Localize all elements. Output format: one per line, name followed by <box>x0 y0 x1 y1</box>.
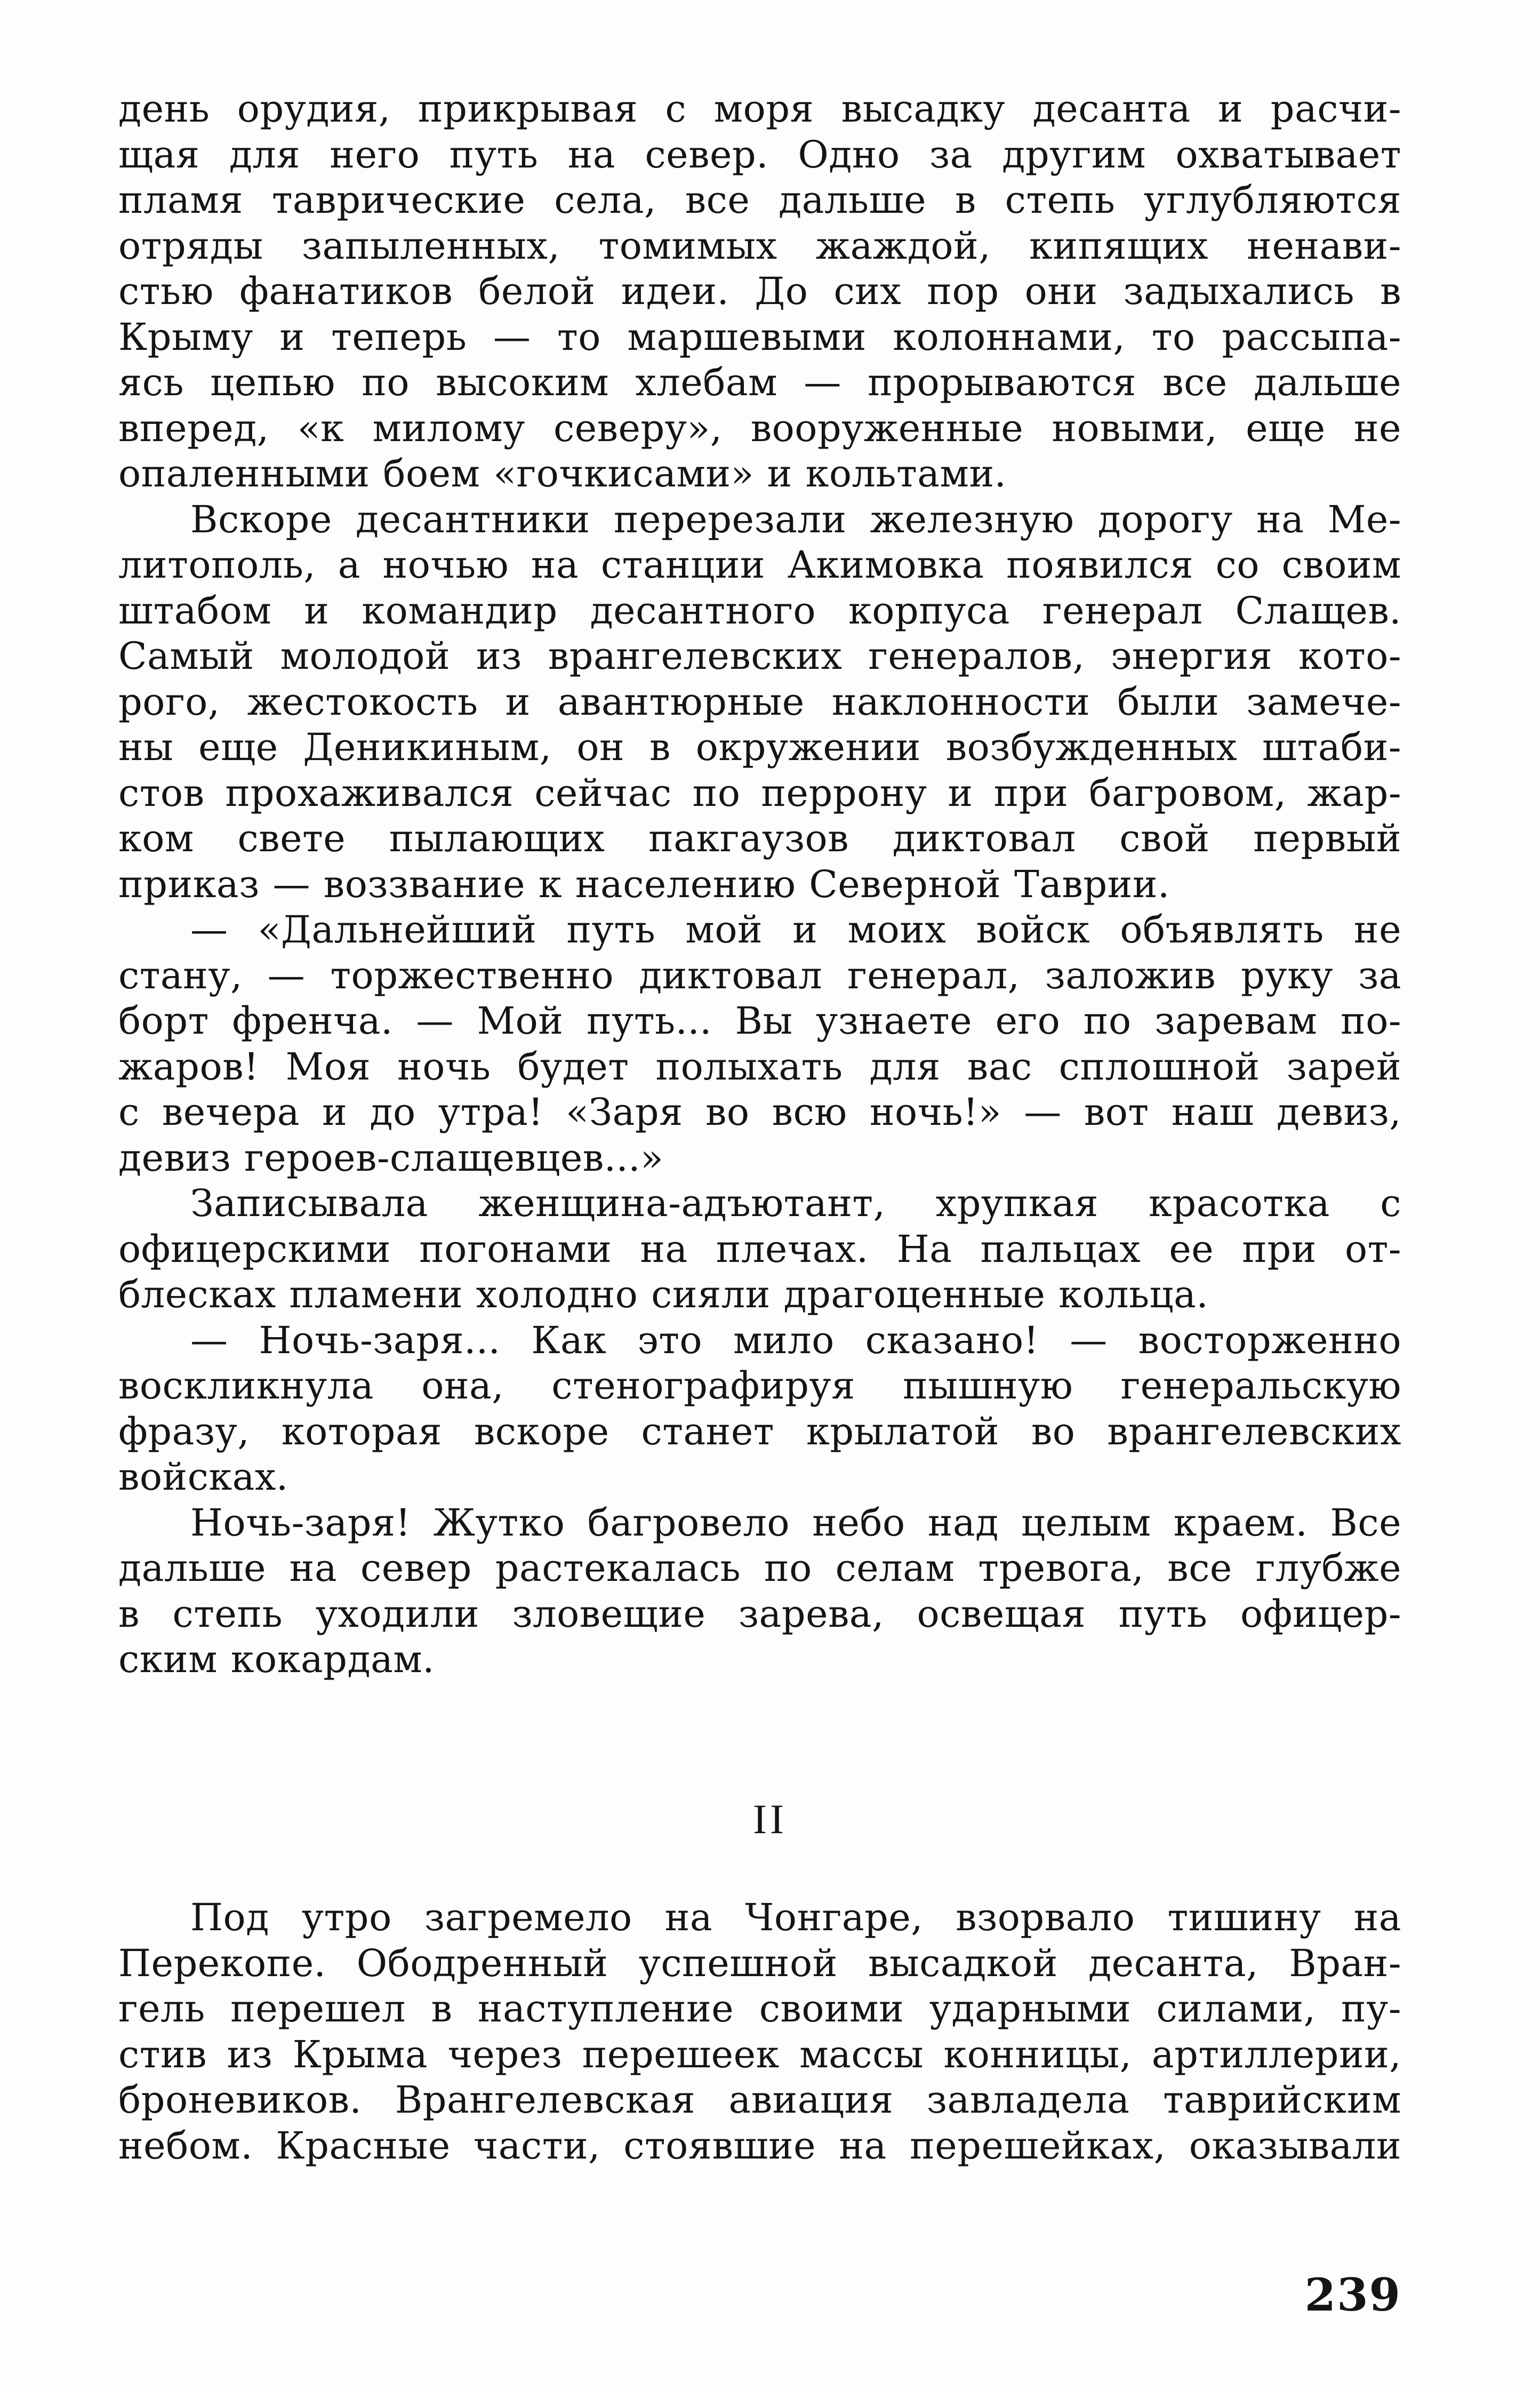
text-line: литополь, а ночью на станции Акимовка появился со своим <box>118 543 1401 587</box>
text-line: Перекопе. Ободренный успешной высадкой десанта, Вран- <box>118 1941 1401 1985</box>
text-line: с вечера и до утра! «Заря во всю ночь!» — вот наш девиз, <box>118 1090 1401 1134</box>
text-line: вперед, «к милому северу», вооруженные новыми, еще не <box>118 406 1401 450</box>
text-line: Крыму и теперь — то маршевыми колоннами, то рассыпа- <box>118 315 1401 359</box>
text-line: Самый молодой из врангелевских генералов, энергия кото- <box>118 634 1401 678</box>
text-line: штабом и командир десантного корпуса генерал Слащев. <box>118 588 1401 633</box>
text-line: опаленными боем «гочкисами» и кольтами. <box>118 452 1007 495</box>
text-line: дальше на север растекалась по селам тревога, все глубже <box>118 1546 1401 1590</box>
text-line: ясь цепью по высоким хлебам — прорываются все дальше <box>118 361 1401 404</box>
text-line: Ночь-заря! Жутко багровело небо над целым краем. Все <box>190 1500 1401 1545</box>
text-line: воскликнула она, стенографируя пышную генеральскую <box>118 1364 1401 1408</box>
text-line: офицерскими погонами на плечах. На пальцах ее при от- <box>118 1227 1401 1271</box>
text-line: рого, жестокость и авантюрные наклонности были замече- <box>118 680 1401 724</box>
text-line: броневиков. Врангелевская авиация завладела таврийским <box>118 2078 1401 2122</box>
text-line: ны еще Деникиным, он в окружении возбужденных штаби- <box>118 725 1401 769</box>
text-line: фразу, которая вскоре станет крылатой во врангелевских <box>118 1409 1401 1453</box>
text-line: гель перешел в наступление своими ударными силами, пу- <box>118 1987 1401 2031</box>
body-text-section-2 <box>118 1895 1401 2169</box>
text-line: отряды запыленных, томимых жаждой, кипящих ненави- <box>118 223 1401 268</box>
text-line: Записывала женщина-адъютант, хрупкая красотка с <box>190 1181 1401 1225</box>
text-line: стив из Крыма через перешеек массы конницы, артиллерии, <box>118 2032 1401 2076</box>
text-line: ком свете пылающих пакгаузов диктовал свой первый <box>118 817 1401 860</box>
text-line: приказ — воззвание к населению Северной Таврии. <box>118 862 1170 906</box>
text-line: войсках. <box>118 1455 288 1499</box>
body-text-section-1 <box>118 86 1401 1683</box>
text-line: Под утро загремело на Чонгаре, взорвало тишину на <box>190 1896 1401 1939</box>
text-line: стью фанатиков белой идеи. До сих пор они задыхались в <box>118 269 1401 313</box>
text-line: — «Дальнейший путь мой и моих войск объявлять не <box>190 908 1401 952</box>
text-line: девиз героев-слащевцев...» <box>118 1136 664 1180</box>
text-line: небом. Красные части, стоявшие на перешейках, оказывали <box>118 2123 1401 2168</box>
text-line: блесках пламени холодно сияли драгоценные кольца. <box>118 1273 1209 1316</box>
text-line: пламя таврические села, все дальше в степь углубляются <box>118 178 1401 222</box>
text-line: борт френча. — Мой путь... Вы узнаете его по заревам по- <box>118 999 1401 1043</box>
text-line: в степь уходили зловещие зарева, освещая путь офицер- <box>118 1592 1401 1636</box>
text-line: — Ночь-заря... Как это мило сказано! — восторженно <box>190 1318 1401 1362</box>
text-line: день орудия, прикрывая с моря высадку десанта и расчи- <box>118 87 1401 131</box>
chapter-heading: II <box>753 1796 787 1842</box>
text-line: стов прохаживался сейчас по перрону и при багровом, жар- <box>118 771 1401 815</box>
text-line: ским кокардам. <box>118 1637 435 1681</box>
text-line: жаров! Моя ночь будет полыхать для вас сплошной зарей <box>118 1044 1401 1089</box>
text-line: стану, — торжественно диктовал генерал, заложив руку за <box>118 953 1401 997</box>
page-number: 239 <box>1304 2268 1401 2321</box>
text-line: щая для него путь на север. Одно за другим охватывает <box>118 132 1401 177</box>
text-line: Вскоре десантники перерезали железную дорогу на Ме- <box>190 497 1401 541</box>
